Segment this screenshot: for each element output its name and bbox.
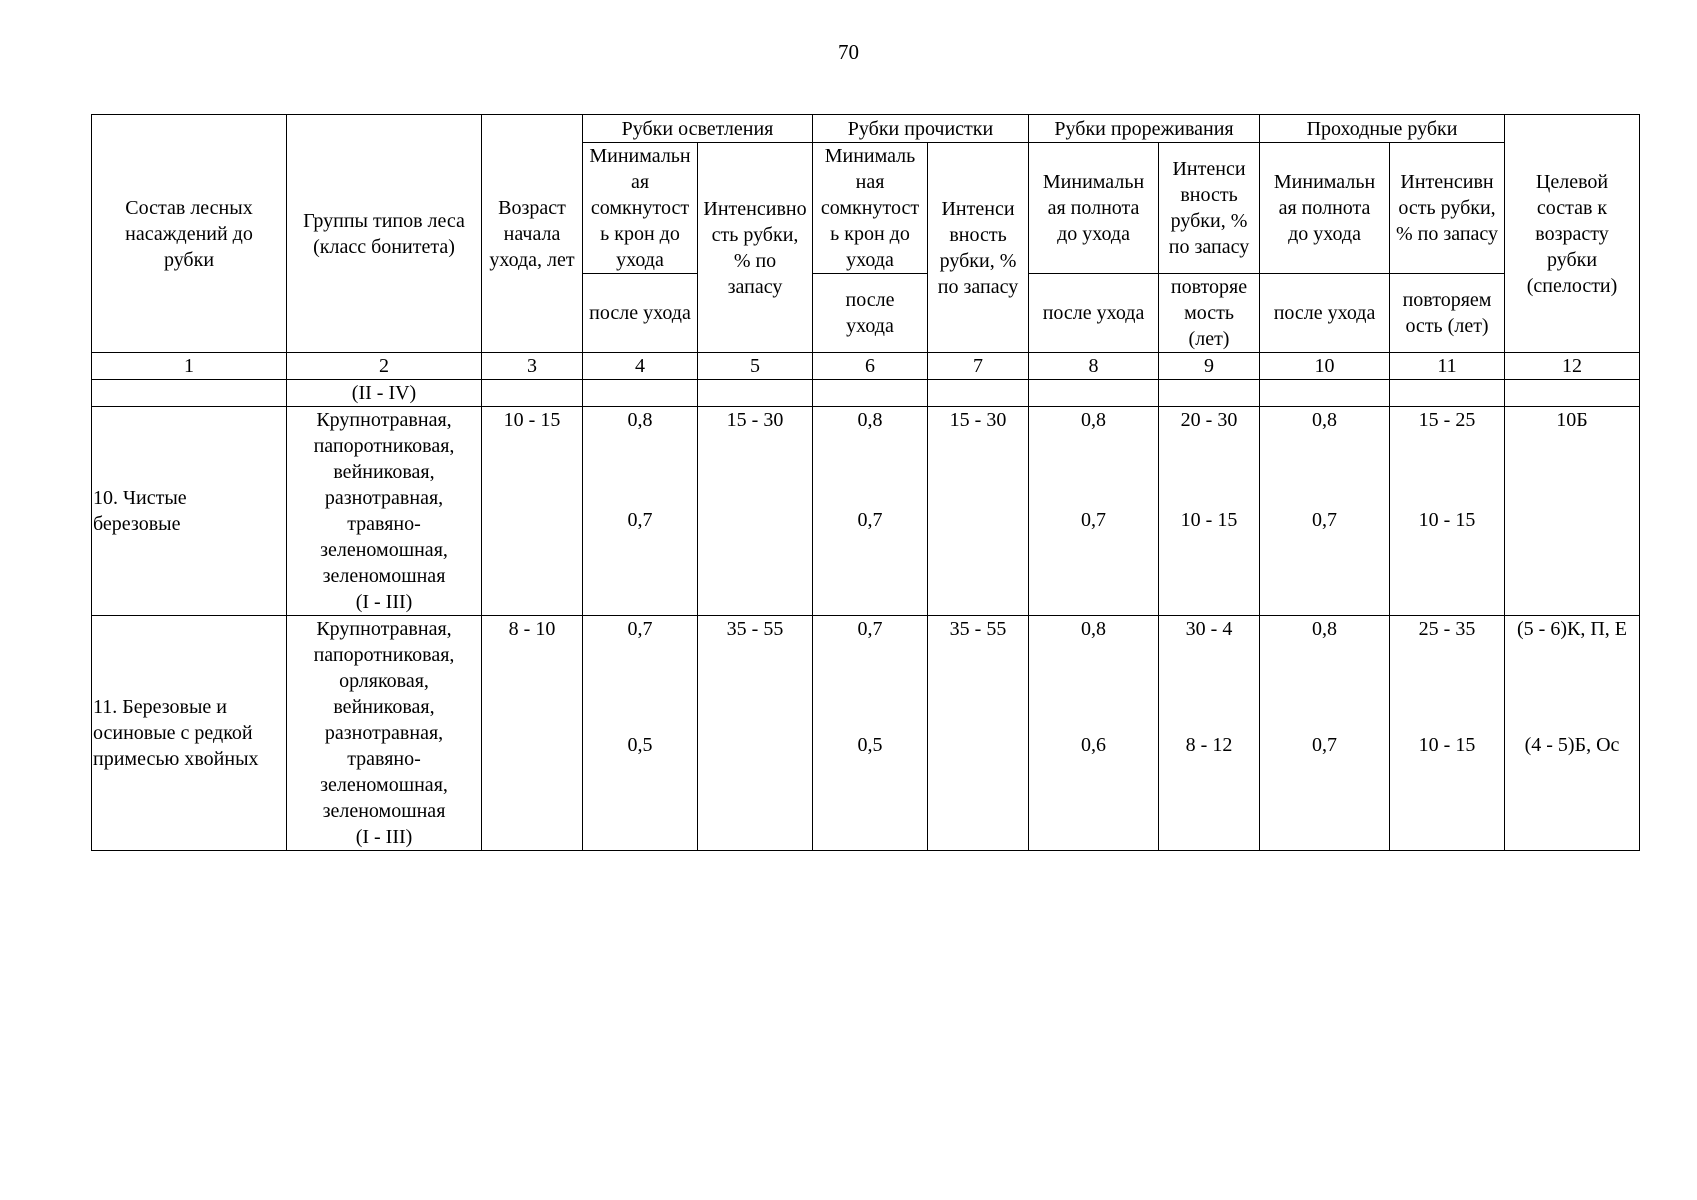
header-group-passage: Проходные рубки — [1260, 115, 1505, 143]
header-forest-types: Группы типов леса (класс бонитета) — [287, 115, 482, 353]
column-number: 11 — [1390, 353, 1505, 380]
cell-value: 35 - 55 — [928, 616, 1029, 851]
cell-value: 0,8 — [1081, 618, 1107, 640]
header-c9-top: Интенси вность рубки, % по запасу — [1159, 143, 1260, 274]
header-c11-top: Интенсивн ость рубки, % по запасу — [1390, 143, 1505, 274]
column-number: 8 — [1029, 353, 1159, 380]
column-numbers-row — [92, 353, 1640, 380]
cell-value: (5 - 6)К, П, Е — [1517, 618, 1627, 640]
header-c6-top: Минималь ная сомкнутост ь крон до ухода — [813, 143, 928, 274]
cell-value: 0,8 — [857, 409, 883, 431]
cell-value: 0,7 — [1312, 734, 1338, 756]
column-number: 5 — [698, 353, 813, 380]
header-target-composition: Целевой состав к возрасту рубки (спелости) — [1505, 115, 1640, 353]
header-c6-bottom: после ухода — [813, 274, 928, 353]
header-group-thinning: Рубки прореживания — [1029, 115, 1260, 143]
column-number: 10 — [1260, 353, 1390, 380]
cell-value: 0,8 — [1312, 409, 1338, 431]
header-group-lightening: Рубки осветления — [583, 115, 813, 143]
column-number: 3 — [482, 353, 583, 380]
header-c5: Интенсивно сть рубки, % по запасу — [698, 143, 813, 353]
column-number: 4 — [583, 353, 698, 380]
header-c8-bottom: после ухода — [1029, 274, 1159, 353]
cell-value: 35 - 55 — [698, 616, 813, 851]
cell-value: 0,8 — [1081, 409, 1107, 431]
row-composition: 10. Чистые березовые — [92, 407, 287, 616]
cell-value: 8 - 12 — [1185, 734, 1233, 756]
continuation-bonitet: (II - IV) — [287, 380, 482, 407]
header-composition: Состав лесных насаждений до рубки — [92, 115, 287, 353]
cell-value: 15 - 30 — [928, 407, 1029, 616]
row-start-age: 10 - 15 — [482, 407, 583, 616]
cell-value: 0,7 — [627, 618, 653, 640]
header-c10-top: Минимальн ая полнота до ухода — [1260, 143, 1390, 274]
header-c9-bottom: повторяе мость (лет) — [1159, 274, 1260, 353]
continuation-row — [92, 380, 1640, 407]
cell-value: 0,8 — [1312, 618, 1338, 640]
cell-value: 10Б — [1505, 407, 1640, 616]
header-c11-bottom: повторяем ость (лет) — [1390, 274, 1505, 353]
header-c10-bottom: после ухода — [1260, 274, 1390, 353]
cell-value: 30 - 4 — [1185, 618, 1233, 640]
row-start-age: 8 - 10 — [482, 616, 583, 851]
row-forest-types: Крупнотравная, папоротниковая, орляковая, вейниковая, разнотравная, травяно- зеленомошная, зеленомошная (I - III) — [287, 616, 482, 851]
column-number: 9 — [1159, 353, 1260, 380]
cell-value: 25 - 35 — [1418, 618, 1476, 640]
column-number: 2 — [287, 353, 482, 380]
header-c8-top: Минимальн ая полнота до ухода — [1029, 143, 1159, 274]
column-number: 12 — [1505, 353, 1640, 380]
cell-value: 0,7 — [857, 509, 883, 531]
cell-value: 10 - 15 — [1418, 734, 1476, 756]
cell-value: 15 - 30 — [698, 407, 813, 616]
column-number: 1 — [92, 353, 287, 380]
page-number: 70 — [838, 40, 859, 64]
table-row — [92, 616, 1640, 851]
cell-value: 0,5 — [857, 734, 883, 756]
cell-value: 0,7 — [857, 618, 883, 640]
row-composition: 11. Березовые и осиновые с редкой примесью хвойных — [92, 616, 287, 851]
header-c7: Интенси вность рубки, % по запасу — [928, 143, 1029, 353]
cell-value: 0,6 — [1081, 734, 1107, 756]
cell-value: 0,7 — [627, 509, 653, 531]
table-row — [92, 407, 1640, 616]
cell-value: 10 - 15 — [1418, 509, 1476, 531]
cell-value: 0,5 — [627, 734, 653, 756]
header-c4-top: Минимальн ая сомкнутост ь крон до ухода — [583, 143, 698, 274]
cell-value: 20 - 30 — [1180, 409, 1238, 431]
cell-value: 0,7 — [1312, 509, 1338, 531]
column-number: 7 — [928, 353, 1029, 380]
column-number: 6 — [813, 353, 928, 380]
header-c4-bottom: после ухода — [583, 274, 698, 353]
cell-value: 0,7 — [1081, 509, 1107, 531]
cell-value: 0,8 — [627, 409, 653, 431]
header-start-age: Возраст начала ухода, лет — [482, 115, 583, 353]
cell-value: 10 - 15 — [1180, 509, 1238, 531]
forest-care-table — [91, 114, 1640, 851]
header-group-cleaning: Рубки прочистки — [813, 115, 1029, 143]
cell-value: (4 - 5)Б, Ос — [1524, 734, 1620, 756]
cell-value: 15 - 25 — [1418, 409, 1476, 431]
row-forest-types: Крупнотравная, папоротниковая, вейниковая, разнотравная, травяно- зеленомошная, зеленомошная (I - III) — [287, 407, 482, 616]
header-row-groups — [92, 115, 1640, 143]
